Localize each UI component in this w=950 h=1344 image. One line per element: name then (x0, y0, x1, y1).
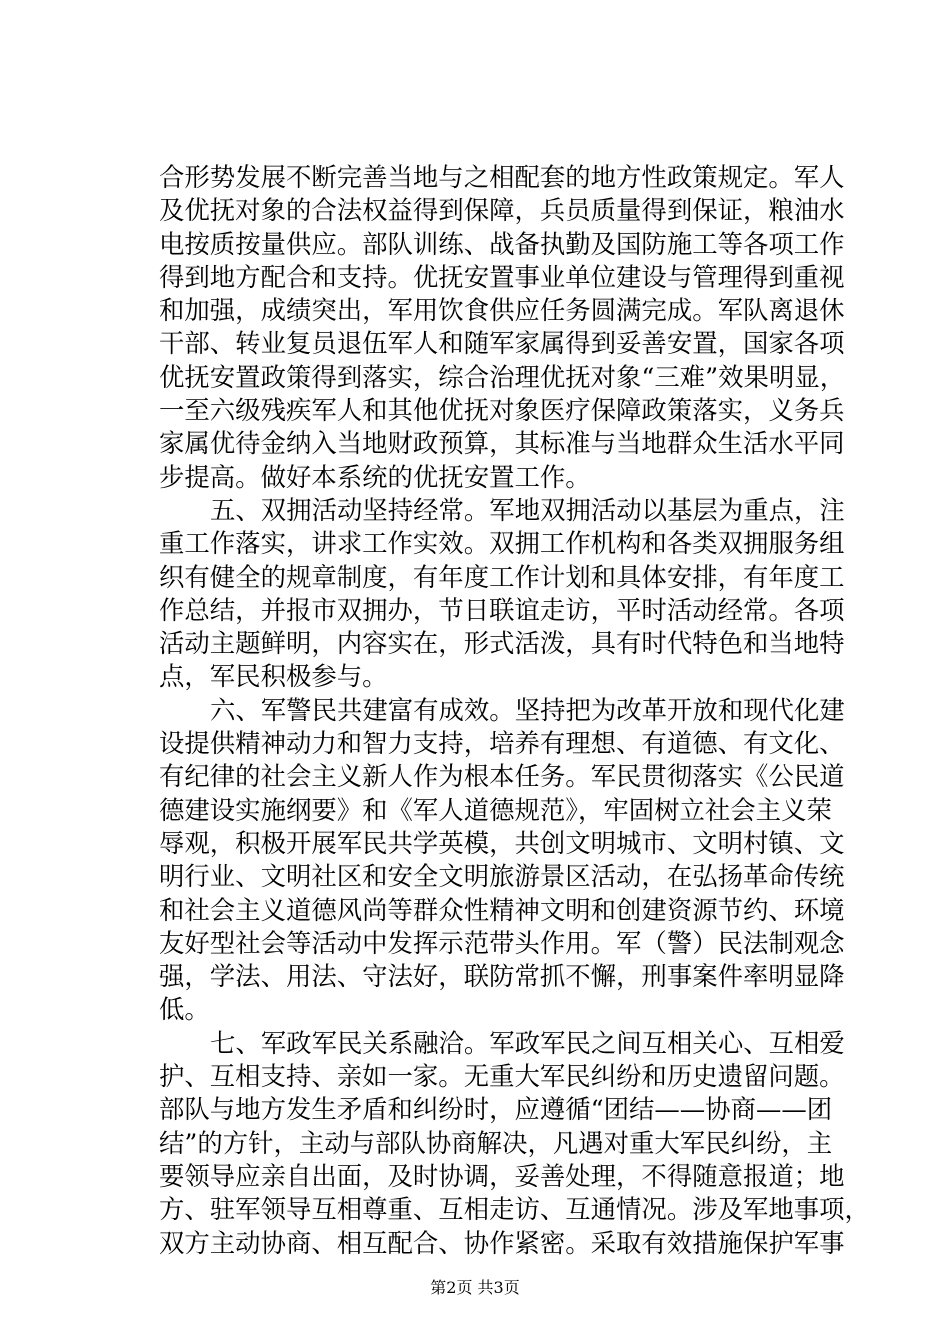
text-line: 五、双拥活动坚持经常。军地双拥活动以基层为重点，注 (210, 494, 845, 525)
text-line: 家属优待金纳入当地财政预算，其标准与当地群众生活水平同 (159, 428, 845, 459)
text-line: 步提高。做好本系统的优抚安置工作。 (159, 461, 591, 492)
text-line: 合形势发展不断完善当地与之相配套的地方性政策规定。军人 (159, 162, 845, 192)
text-line: 友好型社会等活动中发挥示范带头作用。军（警）民法制观念 (159, 927, 845, 958)
text-line: 活动主题鲜明，内容实在，形式活泼，具有时代特色和当地特 (159, 628, 845, 659)
text-line: 电按质按量供应。部队训练、战备执勤及国防施工等各项工作 (159, 228, 845, 259)
text-line: 要领导应亲自出面，及时协调，妥善处理，不得随意报道；地 (159, 1160, 845, 1191)
text-line: 六、军警民共建富有成效。坚持把为改革开放和现代化建 (210, 694, 845, 725)
text-line: 部队与地方发生矛盾和纠纷时，应遵循“团结——协商——团 (159, 1094, 833, 1125)
text-line: 七、军政军民关系融洽。军政军民之间互相关心、互相爱 (210, 1027, 845, 1058)
text-line: 方、驻军领导互相尊重、互相走访、互通情况。涉及军地事项， (159, 1194, 870, 1225)
document-body (159, 161, 870, 1260)
page-footer: 第2页 共3页 (430, 1278, 520, 1297)
text-line: 织有健全的规章制度，有年度工作计划和具体安排，有年度工 (159, 561, 845, 592)
text-line: 强，学法、用法、守法好，联防常抓不懈，刑事案件率明显降 (159, 961, 845, 992)
text-line: 重工作落实，讲求工作实效。双拥工作机构和各类双拥服务组 (159, 528, 845, 559)
text-line: 结”的方针，主动与部队协商解决，凡遇对重大军民纠纷，主 (159, 1127, 833, 1158)
text-line: 设提供精神动力和智力支持，培养有理想、有道德、有文化、 (159, 728, 845, 759)
text-line: 点，军民积极参与。 (159, 661, 388, 692)
text-line: 低。 (159, 994, 210, 1025)
text-line: 双方主动协商、相互配合、协作紧密。采取有效措施保护军事 (159, 1227, 845, 1258)
text-line: 有纪律的社会主义新人作为根本任务。军民贯彻落实《公民道 (159, 761, 845, 792)
text-line: 得到地方配合和支持。优抚安置事业单位建设与管理得到重视 (159, 261, 845, 292)
text-line: 明行业、文明社区和安全文明旅游景区活动，在弘扬革命传统 (159, 861, 845, 892)
text-line: 干部、转业复员退伍军人和随军家属得到妥善安置，国家各项 (159, 328, 845, 359)
text-line: 一至六级残疾军人和其他优抚对象医疗保障政策落实，义务兵 (159, 395, 845, 426)
text-line: 护、互相支持、亲如一家。无重大军民纠纷和历史遗留问题。 (159, 1061, 845, 1092)
text-line: 及优抚对象的合法权益得到保障，兵员质量得到保证，粮油水 (159, 195, 845, 226)
text-line: 和社会主义道德风尚等群众性精神文明和创建资源节约、环境 (159, 894, 845, 925)
text-line: 德建设实施纲要》和《军人道德规范》，牢固树立社会主义荣 (159, 794, 832, 825)
text-line: 作总结，并报市双拥办，节日联谊走访，平时活动经常。各项 (159, 594, 845, 625)
text-line: 和加强，成绩突出，军用饮食供应任务圆满完成。军队离退休 (159, 295, 845, 326)
text-line: 优抚安置政策得到落实，综合治理优抚对象“三难”效果明显， (159, 361, 846, 392)
text-line: 辱观，积极开展军民共学英模，共创文明城市、文明村镇、文 (159, 827, 845, 858)
